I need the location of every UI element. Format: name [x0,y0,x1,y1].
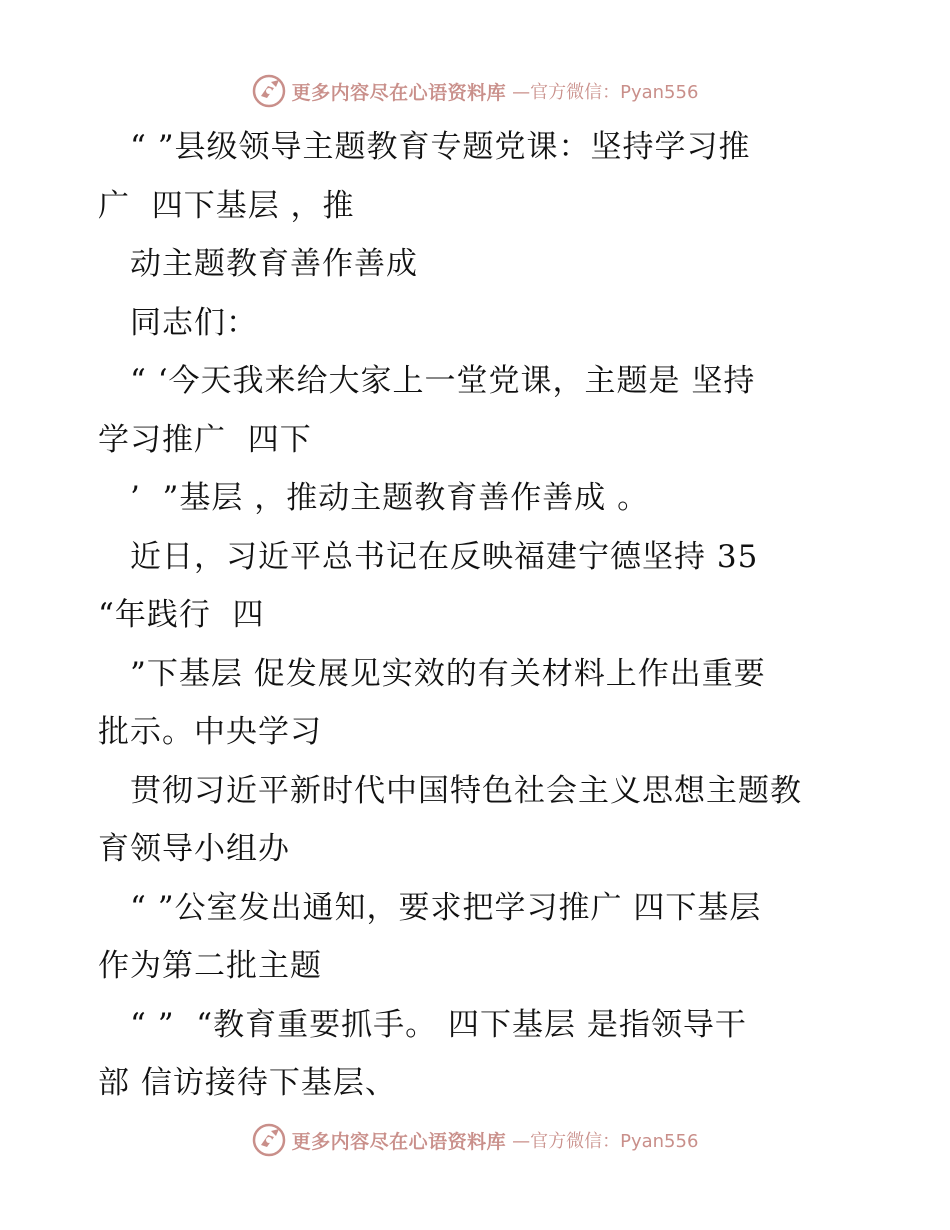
watermark-brand: 更多内容尽在心语资料库 [291,81,507,104]
text-line: “ ‘今天我来给大家上一堂党课，主题是 坚持 [98,363,756,399]
text-line: ’ ”基层 ，推动主题教育善作善成 。 [98,480,650,516]
watermark-contact: —官方微信：Pyan556 [512,82,699,103]
text-line: “ ”县级领导主题教育专题党课：坚持学习推 [98,129,751,165]
text-line: “年践行 四 [98,597,265,633]
text-line: 动主题教育善作善成 [98,246,418,282]
text-line: 育领导小组办 [98,831,290,867]
watermark-brand: 更多内容尽在心语资料库 [291,1130,507,1153]
watermark-footer [0,1120,950,1160]
text-line: “ ” “教育重要抓手。 四下基层 是指领导干 [98,1006,747,1043]
text-line: 部 信访接待下基层、 [98,1065,397,1101]
text-line: 广 四下基层 ，推 [98,187,355,224]
text-line: 贯彻习近平新时代中国特色社会主义思想主题教 [98,772,802,809]
text-line: 学习推广 四下 [98,421,312,458]
document-body [98,118,858,1113]
text-line: 批示。中央学习 [98,714,322,750]
text-line: 同志们： [98,304,258,341]
text-line: 作为第二批主题 [98,948,322,984]
book-pen-logo-icon [252,1123,286,1157]
text-line: ”下基层 促发展见实效的有关材料上作出重要 [98,655,766,692]
book-pen-logo-icon [252,74,286,108]
text-line: 近日，习近平总书记在反映福建宁德坚持 35 [98,538,759,575]
text-line: “ ”公室发出通知，要求把学习推广 四下基层 [98,889,762,926]
watermark-contact: —官方微信：Pyan556 [512,1131,699,1152]
watermark-header [0,71,950,111]
